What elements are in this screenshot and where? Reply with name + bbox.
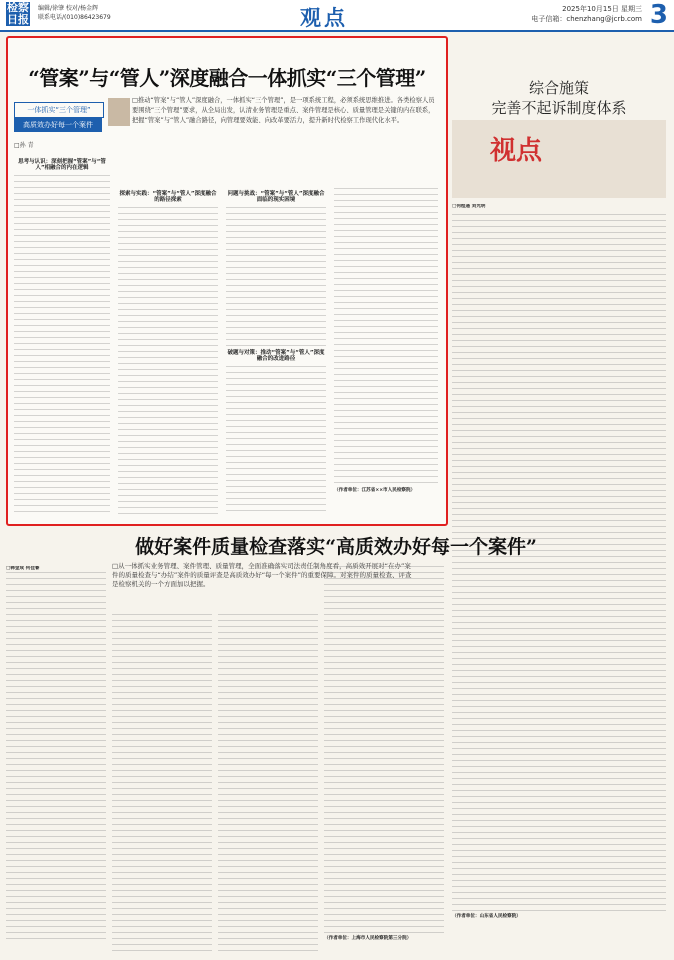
lead-paragraph: □推动“管案”与“管人”深度融合，一体抓实“三个管理”，是一项系统工程，必须系统思维推进。各类检察人员要围绕“三个管理”要求，从全局出发，认清业务管理是重点、案件管理是核心、质量管理是关键的内在联系，把握“管案”与“管人”融合路径，向管理要效能、向改革要活力，提升新时代检察工作现代化水平。 [132,97,435,124]
right-headline [452,78,666,118]
subhead-2: 探索与实践：“管案”与“管人”深度融合的路径探索 [119,191,217,204]
right-footer: （作者单位：山东省人民检察院） [452,914,521,920]
text-block [118,207,218,516]
text-block [6,572,106,942]
body-column-1 [14,156,110,516]
text-block [324,566,444,936]
text-block [218,614,318,956]
text-block [226,207,326,347]
right-byline: □何程遥 刘光明 [452,204,486,209]
text-block [226,366,326,516]
second-col-3 [218,614,318,956]
editor-info: 编辑/徐肇 校对/杨金辉 联系电话/(010)86423679 [38,5,111,21]
lead-byline: □孙 青 [14,142,34,149]
lead-footer: （作者单位：江苏省××市人民检察院） [334,488,416,493]
subhead-1: 思考与认识：深刻把握“管案”与“管人”相融合的内在逻辑 [18,159,106,172]
text-block [452,214,666,914]
second-deck: □从一体抓实业务管理、案件管理、质量管理，全面准确落实司法责任制角度看，高质效开展对“在办”案件的质量检查与“办结”案件的质量评查是高质效办好“每一个案件”的重要保障。对案件的质量检查、评查是检察机关的一个方面加以把握。 [112,562,412,588]
masthead [0,0,674,32]
second-col-4 [324,566,444,956]
subhead-4: 破题与对策：推动“管案”与“管人”深度融合的改进路径 [227,349,325,363]
theme-tag: 高质效办好每一个案件 [14,118,102,132]
subhead-3: 问题与挑战：“管案”与“管人”深度融合面临的现实困境 [227,191,325,204]
text-block [14,175,110,515]
date-info: 2025年10月15日 星期三 电子信箱：chenzhang@jcrb.com [531,5,642,23]
lead-headline: “管案”与“管人”深度融合一体抓实“三个管理” [28,66,426,90]
body-column-2 [118,188,218,516]
body-column-4 [334,188,438,516]
second-byline: □韩金成 何佳睿 [6,566,40,571]
second-col-2 [112,614,212,956]
second-headline: 做好案件质量检查落实“高质效办好每一个案件” [135,536,537,558]
viewpoint-logo: 视点 [490,136,543,166]
text-block [334,188,438,488]
page-number: 3 [649,0,668,30]
body-column-3 [226,188,326,516]
author-photo [108,98,130,126]
right-headline-line2: 完善不起诉制度体系 [491,99,627,117]
text-block [112,614,212,956]
lead-article [6,36,448,526]
right-column-body [452,204,666,944]
second-col-1 [6,566,106,956]
right-headline-line1: 综合施策 [528,79,589,97]
section-title: 观点 [300,6,348,30]
column-tag: 一体抓实“三个管理” [14,102,104,118]
newspaper-logo: 检察日报 [7,1,29,26]
second-footer: （作者单位：上海市人民检察院第三分院） [324,936,412,941]
